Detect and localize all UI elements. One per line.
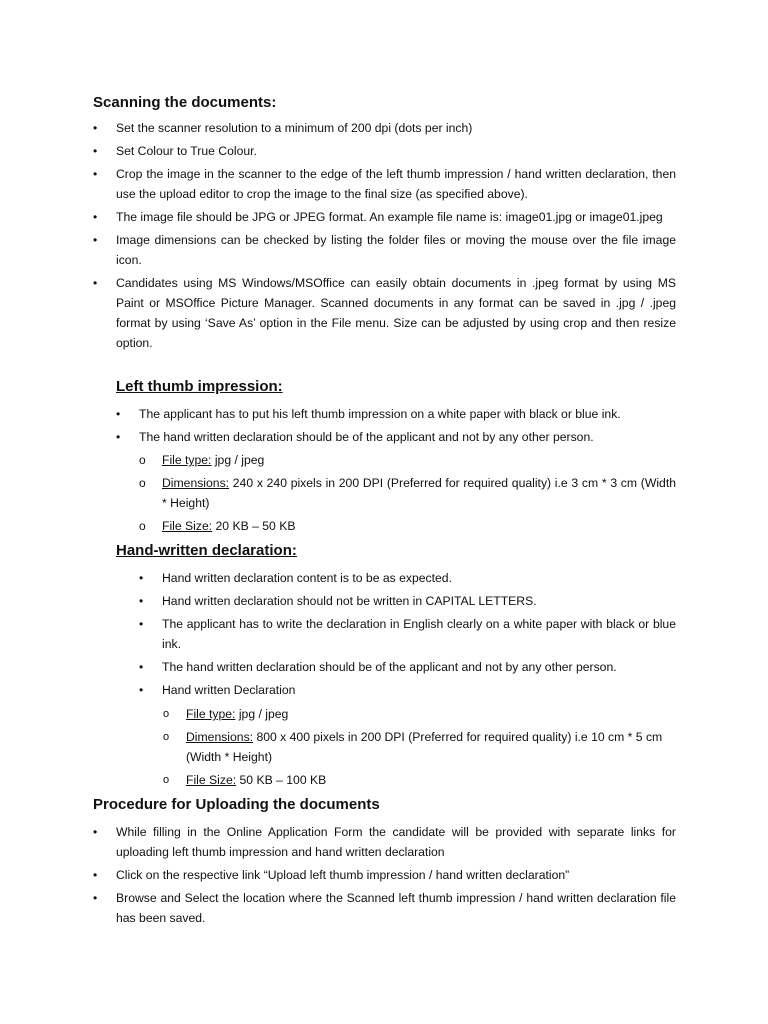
- bullet-icon: •: [139, 571, 144, 585]
- heading-scanning: Scanning the documents:: [93, 94, 277, 111]
- list-item: • The image file should be JPG or JPEG format. An example file name is: image01.jpg or image01.jpeg: [93, 207, 676, 227]
- circle-bullet-icon: o: [163, 774, 170, 786]
- circle-bullet-icon: o: [139, 519, 146, 533]
- circle-bullet-icon: o: [163, 708, 170, 720]
- bullet-icon: •: [93, 276, 98, 290]
- list-item: • Crop the image in the scanner to the edge of the left thumb impression / hand written declaration, then use the upload editor to crop the image to the final size (as specified above).: [93, 164, 676, 204]
- heading-left-thumb: Left thumb impression:: [116, 378, 283, 395]
- list-item: • Candidates using MS Windows/MSOffice can easily obtain documents in .jpeg format by using MS Paint or MSOffice Picture Manager. Scanned documents in any format can be saved in .jpg / .jpeg format by using ‘Save As’ option in the File menu. Size can be adjusted by using crop and then resize option.: [93, 273, 676, 353]
- scanning-list: [93, 118, 676, 356]
- spec-item: o File type: jpg / jpeg: [163, 704, 676, 724]
- circle-bullet-icon: o: [163, 731, 170, 743]
- bullet-icon: •: [116, 430, 121, 444]
- list-item: • Browse and Select the location where the Scanned left thumb impression / hand written declaration file has been saved.: [93, 888, 676, 928]
- bullet-icon: •: [93, 167, 98, 181]
- bullet-icon: •: [93, 825, 98, 839]
- list-item: • Set the scanner resolution to a minimum of 200 dpi (dots per inch): [93, 118, 676, 138]
- list-item: • The applicant has to write the declaration in English clearly on a white paper with black or blue ink.: [139, 614, 676, 654]
- bullet-icon: •: [139, 683, 144, 697]
- list-item: • The hand written declaration should be of the applicant and not by any other person.: [116, 427, 676, 447]
- bullet-icon: •: [139, 660, 144, 674]
- spec-item: o Dimensions: 240 x 240 pixels in 200 DPI (Preferred for required quality) i.e 3 cm * 3 cm (Width * Height): [139, 473, 676, 513]
- bullet-icon: •: [93, 210, 98, 224]
- bullet-icon: •: [93, 144, 98, 158]
- circle-bullet-icon: o: [139, 453, 146, 467]
- bullet-icon: •: [139, 594, 144, 608]
- bullet-icon: •: [116, 407, 121, 421]
- declaration-list: [139, 568, 676, 703]
- list-item: • The hand written declaration should be of the applicant and not by any other person.: [139, 657, 676, 677]
- list-item: • The applicant has to put his left thumb impression on a white paper with black or blue ink.: [116, 404, 676, 424]
- list-item: • Hand written Declaration: [139, 680, 676, 700]
- bullet-icon: •: [93, 233, 98, 247]
- circle-bullet-icon: o: [139, 476, 146, 490]
- list-item: • While filling in the Online Application Form the candidate will be provided with separate links for uploading left thumb impression and hand written declaration: [93, 822, 676, 862]
- procedure-list: [93, 822, 676, 931]
- heading-declaration: Hand-written declaration:: [116, 542, 297, 559]
- declaration-specs: [163, 704, 676, 793]
- list-item: • Hand written declaration content is to be as expected.: [139, 568, 676, 588]
- left-thumb-specs: [139, 450, 676, 539]
- spec-item: o File Size: 50 KB – 100 KB: [163, 770, 676, 790]
- left-thumb-list: [116, 404, 676, 450]
- list-item: • Click on the respective link “Upload left thumb impression / hand written declaration”: [93, 865, 676, 885]
- bullet-icon: •: [93, 868, 98, 882]
- list-item: • Set Colour to True Colour.: [93, 141, 676, 161]
- list-item: • Hand written declaration should not be written in CAPITAL LETTERS.: [139, 591, 676, 611]
- heading-procedure: Procedure for Uploading the documents: [93, 796, 380, 813]
- bullet-icon: •: [93, 891, 98, 905]
- spec-item: o Dimensions: 800 x 400 pixels in 200 DPI (Preferred for required quality) i.e 10 cm * 5 cm (Width * Height): [163, 727, 676, 767]
- spec-item: o File type: jpg / jpeg: [139, 450, 676, 470]
- spec-item: o File Size: 20 KB – 50 KB: [139, 516, 676, 536]
- list-item: • Image dimensions can be checked by listing the folder files or moving the mouse over the file image icon.: [93, 230, 676, 270]
- bullet-icon: •: [139, 617, 144, 631]
- bullet-icon: •: [93, 121, 98, 135]
